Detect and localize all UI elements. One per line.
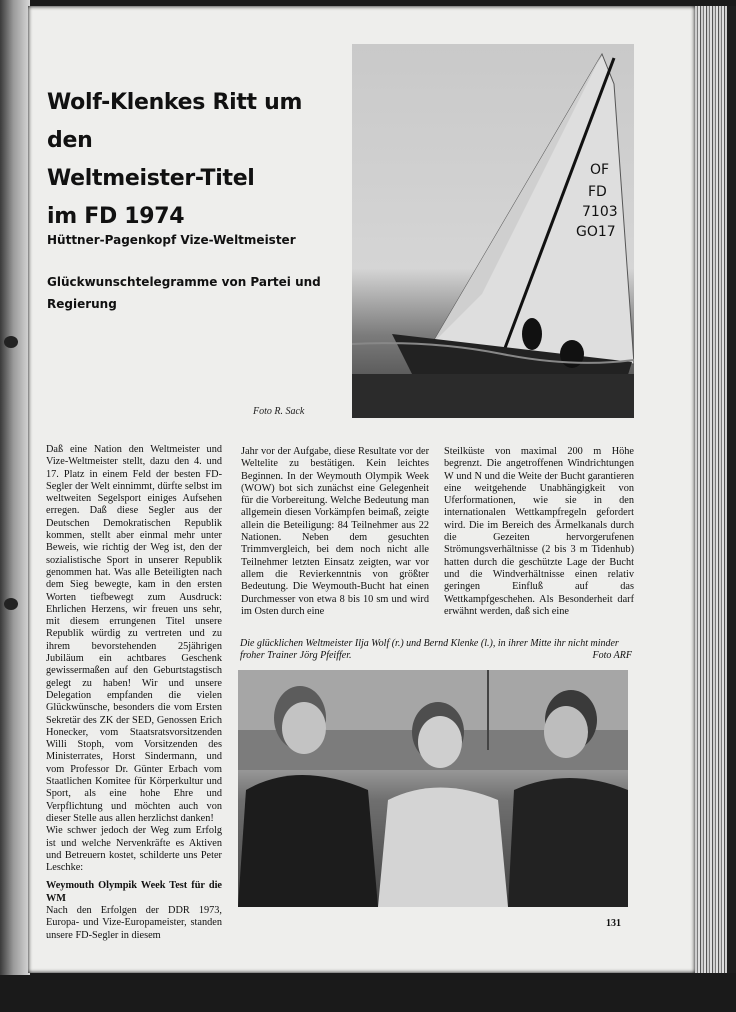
headline-line-2: Weltmeister-Titel [47,166,255,191]
punch-hole-top [4,336,18,348]
headline-line-1: Wolf-Klenkes Ritt um den [47,90,303,153]
column1-text-c: Nach den Erfolgen der DDR 1973, Europa- und Vize-Europameister, standen unsere FD-Segler in diesem [46,904,222,941]
article-column-3 [444,446,634,618]
photo2-credit: Foto ARF [592,650,632,661]
column1-text-b: Wie schwer jedoch der Weg zum Erfolg ist und welche Nervenkräfte es Aktiven und Betreuern kostet, schilderte uns Peter Leschke: [46,825,222,874]
article-subheadline: Hüttner-Pagenkopf Vize-Weltmeister [47,233,296,247]
sail-number-1: OF [590,162,610,178]
photo1-credit: Foto R. Sack [253,406,305,417]
punch-hole-bottom [4,598,18,610]
sail-number-2: FD [588,184,607,200]
photo2-caption-block [240,638,632,662]
column3-text: Steilküste von maximal 200 m Höhe begrenzt. Die angetroffenen Windrichtungen W und N und die Weite der Bucht garantieren eine weitgehende Unabhängigkeit von Uferformationen, wie sie in den internationalen Wettkampfregeln gefordert wird. Die im Bereich des Ärmelkanals durch die Gezeiten hervorgerufenen Strömungsverhältnisse (2 bis 3 m Tidenhub) hatten durch die geschützte Lage der Bucht und die Windverhältnisse einen relativ geringen Einfluß auf das Wettkampfgeschehen. Als Besonderheit darf erwähnt werden, daß sich eine [444,446,634,617]
section-heading: Weymouth Olympik Week Test für die WM [46,880,222,904]
sailboat-illustration [352,44,634,418]
page-number: 131 [606,918,621,929]
page-stack-shadow [727,6,736,973]
sailboat-photo [352,44,634,418]
team-photo [238,670,628,907]
article-subheadline-2: Glückwunschtelegramme von Partei und Regierung [47,275,321,311]
headline-line-3: im FD 1974 [47,204,185,229]
article-column-1 [46,444,222,942]
left-binding-strip [0,0,30,975]
photo2-caption: Die glücklichen Weltmeister Ilja Wolf (r.) und Bernd Klenke (l.), in ihrer Mitte ihr nicht minder froher Trainer Jörg Pfeiffer. [240,638,619,661]
article-column-2 [241,446,429,618]
sail-number-4: GO17 [576,224,616,240]
team-photo-illustration [238,670,628,907]
column2-text: Jahr vor der Aufgabe, diese Resultate vor der Weltelite zu bestätigen. Kein leichtes Beginnen. In der Weymouth Olympik Week (WOW) bot sich zunächst eine Gelegenheit für die Vorbereitung. Welche Bedeutung man allgemein diesen Vorkämpfen beimaß, zeigte allein die Beteiligung: 84 Teilnehmer aus 22 Nationen. Neben dem gesuchten Trimmvergleich, bei dem noch nicht alle Teilnehmer letzten Einsatz zeigten, war vor allem die Revierkenntnis von größter Bedeutung. Die Weymouth-Bucht hat einen Durchmesser von etwa 8 bis 10 sm und wird im Osten durch eine [241,446,429,617]
sail-number-3: 7103 [582,204,618,220]
article-headline [47,84,347,236]
column1-text: Daß eine Nation den Weltmeister und Vize-Weltmeister stellt, dazu den 4. und 17. Platz in einem Feld der besten FD-Segler der Welt einnimmt, dürfte selbst im weltweiten Segelsport einiges Aufsehen erregen. Daß diese Segler aus der Deutschen Demokratischen Republik kommen, stellt aber einmal mehr unter Beweis, wie richtig der Weg ist, den der sozialistische Sport in unserer Republik genommen hat. Was alle Beteiligten nach dem Sieg bewegte, kam in den ersten Worten tiefbewegt zum Ausdruck: Ehrlichen Herzens, wir freuen uns sehr, mit diesem errungenen Titel unsere Republik würdig zu vertreten und zu ihrem bevorstehenden 25jährigen Jubiläum ein achtbares Geschenk gewissermaßen auf den Geburtstagstisch gelegt zu haben! Wir und unsere Delegation empfanden die vielen Glückwünsche, besonders die vom Ersten Sekretär des ZK der SED, Genossen Erich Honecker, vom Staatsratsvorsitzenden Willi Stoph, vom Vorsitzenden des Ministerrates, Horst Sindermann, und vom Professor Dr. Günter Erbach vom Staatlichen Komitee für Körperkultur und Sport, als eine hohe Ehre und Verpflichtung und möchten auch von dieser Stelle aus allen herzlichst danken! [46,444,222,824]
